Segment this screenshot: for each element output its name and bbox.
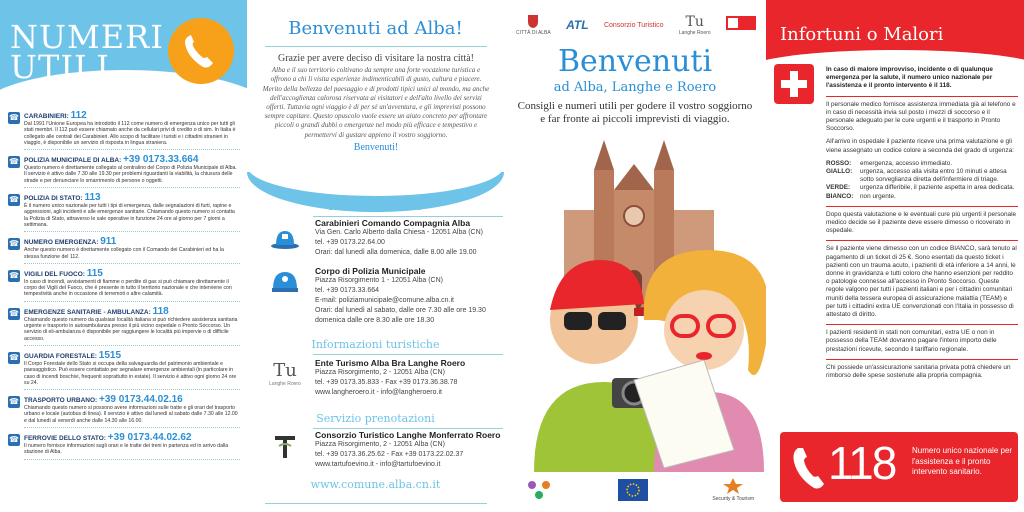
useful-number-item [8,110,240,150]
phone-icon: ☎ [9,113,19,122]
tourists-illustration [504,130,766,472]
number-label: CARABINIERI: [24,113,69,120]
number-label: TRASPORTO URBANO: [24,397,98,405]
number-label: GUARDIA FORESTALE: [24,352,97,360]
phone-icon: ☎ [9,308,19,318]
emergency-description: Numero unico nazionale per l'assistenza e il pronto intervento sanitario. [912,446,1013,476]
number-description: Dal 1991 l'Unione Europea ha introdotto il 112 come numero di emergenza unico per tutti gli stati membri. Il 112 può essere chiamato anche da cellulari privi di credito o di sim. In Italia è collegato alle centrali dei Carabinieri. Allo scopo di facilitare i turisti e i cittadini stranieri in viaggio, è disponibile un servizio di risposta in lingua straniera. [24,121,236,146]
welcome-title: Benvenuti ad Alba! [288,18,463,39]
security-tourism-logo: Security & Tourism [712,478,754,502]
useful-number-item [8,306,240,346]
number-label: VIGILI DEL FUOCO: [24,270,85,278]
cover-title: Benvenuti [557,44,713,79]
network-logo [524,477,554,503]
number-description: Anche questo numero è direttamente collegato con il Comando dei Carabinieri ed ha la stessa funzione del 112. [24,247,224,260]
useful-number-item [8,394,240,428]
phone-icon: ☎ [9,352,19,362]
phone-number: 118 [152,305,169,317]
useful-number-item [8,268,240,302]
panel-cover [504,0,766,512]
number-description: Il numero fornisce informazioni sugli orari e le tratte dei treni in partenza ed in arrivo dalla stazione di Alba. [24,443,229,456]
infortuni-header [766,0,1024,60]
number-label: NUMERO EMERGENZA: [24,239,99,247]
useful-number-item [8,154,240,188]
phone-icon: ☎ [9,157,19,167]
phone-icon: ☎ [9,397,19,407]
sponsor-logos-bottom [524,472,754,508]
consorzio-turistico-entry: Consorzio Turistico Langhe Monferrato Roero Piazza Risorgimento, 2 - 12051 Alba (CN) tel. +39 0173.36.25.62 - Fax +39 0173.22.02.37 www.tartufoevino.it - info@tartufoevino.it [315,430,501,468]
website-link[interactable]: www.comune.alba.cn.it [310,478,441,491]
phone-icon: ☎ [9,435,19,445]
number-description: Il Corpo Forestale dello Stato si occupa della salvaguardia del patrimonio ambientale e paesaggistico. Può essere contattato per segnalare emergenze ambientali (in particolare in caso di incendi boschivi, frequenti soprattutto in estate). Il servizio è attivo ogni giorno 24 ore su 24. [24,360,237,386]
panel-infortuni [766,0,1024,512]
number-label: EMERGENZE SANITARIE - AMBULANZA: [24,308,151,316]
phone-icon [790,444,826,490]
section-servizio-prenotazioni: Servizio prenotazioni [316,412,435,425]
phone-icon: ☎ [9,270,19,280]
section-informazioni-turistiche: Informazioni turistiche [311,338,440,351]
numeri-utili-title: NUMERI UTILI [10,18,164,86]
useful-number-item [8,236,240,264]
citta-di-alba-logo: CITTÀ DI ALBA [516,14,551,36]
number-description: Questo numero è direttamente collegato al centralino del Corpo di Polizia Municipale di Alba. Il servizio è attivo dalle 7.30 alle 19.30 per problemi riguardanti la viabilità, la chiusura delle strade e per denunciare lo smarrimento di persone o oggetti. [24,165,237,184]
numeri-utili-header [0,0,247,112]
phone-icon: ☎ [9,239,19,249]
useful-number-item [8,350,240,390]
useful-number-item [8,192,240,232]
number-label: POLIZIA DI STATO: [24,195,83,203]
number-label: POLIZIA MUNICIPALE DI ALBA: [24,157,122,165]
regional-logo [726,14,756,36]
phone-number: 113 [84,192,101,204]
phone-number: +39 0173.33.664 [123,154,199,166]
tu-langhe-roero-logo: Tu Langhe Roero [269,359,301,387]
sponsor-logos-top [516,10,756,40]
number-description: In caso di incendi, avvistamenti di fiamme o perdite di gas si può chiamare direttamente il corpo dei Vigili del Fuoco, che è presente in tutto il territorio nazionale e che interviene con tempestività anche in occasione di terremoti o altre calamità. [24,278,232,298]
phone-number: +39 0173.44.02.16 [99,394,183,406]
ente-turismo-entry: Ente Turismo Alba Bra Langhe Roero Piazza Risorgimento, 2 - 12051 Alba (CN) tel. +39 0173.35.833 - Fax +39 0173.36.38.78 www.langheroero.it - info@langheroero.it [315,358,466,396]
useful-numbers-list [8,110,240,464]
eu-flag-icon [618,479,648,501]
emergency-number: 118 [828,437,896,489]
panel-benvenuti-alba [247,0,504,512]
phone-number: 112 [70,110,87,121]
number-label: FERROVIE DELLO STATO: [24,435,106,443]
phone-number: 1515 [98,349,122,361]
panel-numeri-utili [0,0,247,512]
useful-number-item [8,432,240,460]
infortuni-title: Infortuni o Malori [780,24,944,45]
atl-logo: ATL [566,18,589,32]
phone-number: 911 [100,236,117,248]
polizia-municipale-entry: Corpo di Polizia Municipale Piazza Risorgimento 1 - 12051 Alba (CN) tel. +39 0173.33.664 E-mail: poliziamunicipale@comune.alba.cn.it Orari: dal lunedì al sabato, dalle ore 7.30 alle ore 19.30 domenica dalle ore 8.30 alle ore 18.30 [315,266,486,324]
number-description: Chiamando questo numero da qualsiasi località italiana si può richiedere assistenza sanitaria urgente e trasporto in autoambulanza presso il più vicino ospedale o Pronto Soccorso. Un servizio di eli-ambulanza è disponibile per raggiungere le località più impervie o di difficile accesso. [24,316,238,342]
consorzio-logo: Consorzio Turistico [603,21,664,29]
infortuni-body: In caso di malore improvviso, incidente o di qualunque emergenza per la salute, il numero unico nazionale per l'assistenza e il pronto intervento è il 118. Il personale medico fornisce assistenza immediata già al telefono e in caso di necessità invia sul posto i mezzi di soccorso e il personale adeguato per le cure urgenti e il trasporto in Pronto Soccorso. All'arrivo in ospedale il paziente riceve una prima valutazione e gli viene assegnato un codice colore a seconda del grado di urgenza: ROSSO: emergenza, accesso immediato. GIALLO: urgenza, accesso alla visita entro 10 minuti e attesa sotto sorveglianza diretta dell'infermiere di triage. VERDE: urgenza differibile, il paziente aspetta in area dedicata. BIANCO: non urgente. Dopo questa valutazione e le eventuali cure più urgenti il personale medico decide se il paziente deve essere dimesso o ricoverato in ospedale. Se il paziente viene dimesso con un codice BIANCO, sarà tenuto al pagamento di un ticket di 25 €. Sono esentati da questo ticket i pazienti con un trauma acuto, i pazienti di età inferiore a 14 anni, le donne in gravidanza e tutti coloro che hanno esenzioni per reddito o patologie connesse all'accesso in Pronto Soccorso. Queste regole valgono per tutti i pazienti italiani e per i cittadini comunitari muniti della tessera europea di assicurazione malattia (TEAM) e per tutti i cittadini extra UE convenzionati con l'Italia in possesso di attestato di diritto. I pazienti residenti in stati non comunitari, extra UE o non in possesso della TEAM dovranno pagare l'intero importo delle prestazioni ricevute, secondo il tariffario regionale. Chi possiede un'assicurazione sanitaria privata potrà chiedere un rimborso delle spese sostenute alla propria compagnia. [826,66,1017,380]
welcome-intro: Grazie per avere deciso di visitare la nostra città! Alba e il suo territorio coltivano da sempre una forte vocazione turistica e offrono a chi li visita esperienze indimenticabili di gusto, cultura e piacere. Merito della bellezza del paesaggio e di prodotti tipici unici al mondo, ma anche dell'accoglienza calorosa riservata ai visitatori e dell'alto livello dei servizi offerti. Tuttavia ogni viaggio è di per sé un'avventura, e gli imprevisti possono sempre capitare. Questo opuscolo vuole essere un aiuto concreto per affrontare piccoli o grandi dubbi o emergenze nel modo più efficace e tempestivo e permettervi di gustare appieno il vostro soggiorno. Benvenuti! [262,53,490,153]
consorzio-turistico-logo [263,430,307,464]
section-forze-ordine: Forze dell'ordine [328,200,423,213]
cover-tagline: Consigli e numeri utili per godere il vostro soggiorno e far fronte ai piccoli imprevisti di viaggio. [517,100,753,125]
cover-subtitle: ad Alba, Langhe e Roero [553,80,717,95]
carabinieri-entry: Carabinieri Comando Compagnia Alba Via Gen. Carlo Alberto dalla Chiesa - 12051 Alba (CN) tel. +39 0173.22.64.00 Orari: dal lunedì alla domenica, dalle 8.00 alle 19.00 [315,218,483,256]
number-description: Chiamando questo numero si possono avere informazioni sulle tratte e gli orari del trasporto urbano e locale (autobus di linea). Il servizio è attivo dal lunedì al sabato dalle 7.30 alle 12.00 e dal lunedì al venerdì anche dalle 14.30 alle 16.00. [24,405,238,424]
phone-icon: ☎ [9,195,19,205]
emergency-118-box [780,432,1018,502]
triage-codes: ROSSO: emergenza, accesso immediato. GIALLO: urgenza, accesso alla visita entro 10 minuti e attesa sotto sorveglianza diretta dell'infermiere di triage. VERDE: urgenza differibile, il paziente aspetta in area dedicata. BIANCO: non urgente. [826,159,1015,200]
police-helmet-icon [263,266,307,300]
phone-icon [168,18,234,84]
number-description: È il numero unico nazionale per tutti i tipi di emergenza, dalle segnalazioni di furti, rapine e aggressioni, agli incidenti e alle emergenze sanitarie. Chiamando questo numero si contatta la Polizia di Stato, attraverso le sale operative in funzione 24 ore al giorno per 7 giorni a settimana. [24,203,235,228]
phone-number: 115 [86,267,103,279]
carabinieri-hat-icon [263,222,307,256]
medical-cross-icon [774,64,814,104]
tu-logo: Tu Langhe Roero [678,14,711,36]
phone-number: +39 0173.44.02.62 [107,432,192,444]
